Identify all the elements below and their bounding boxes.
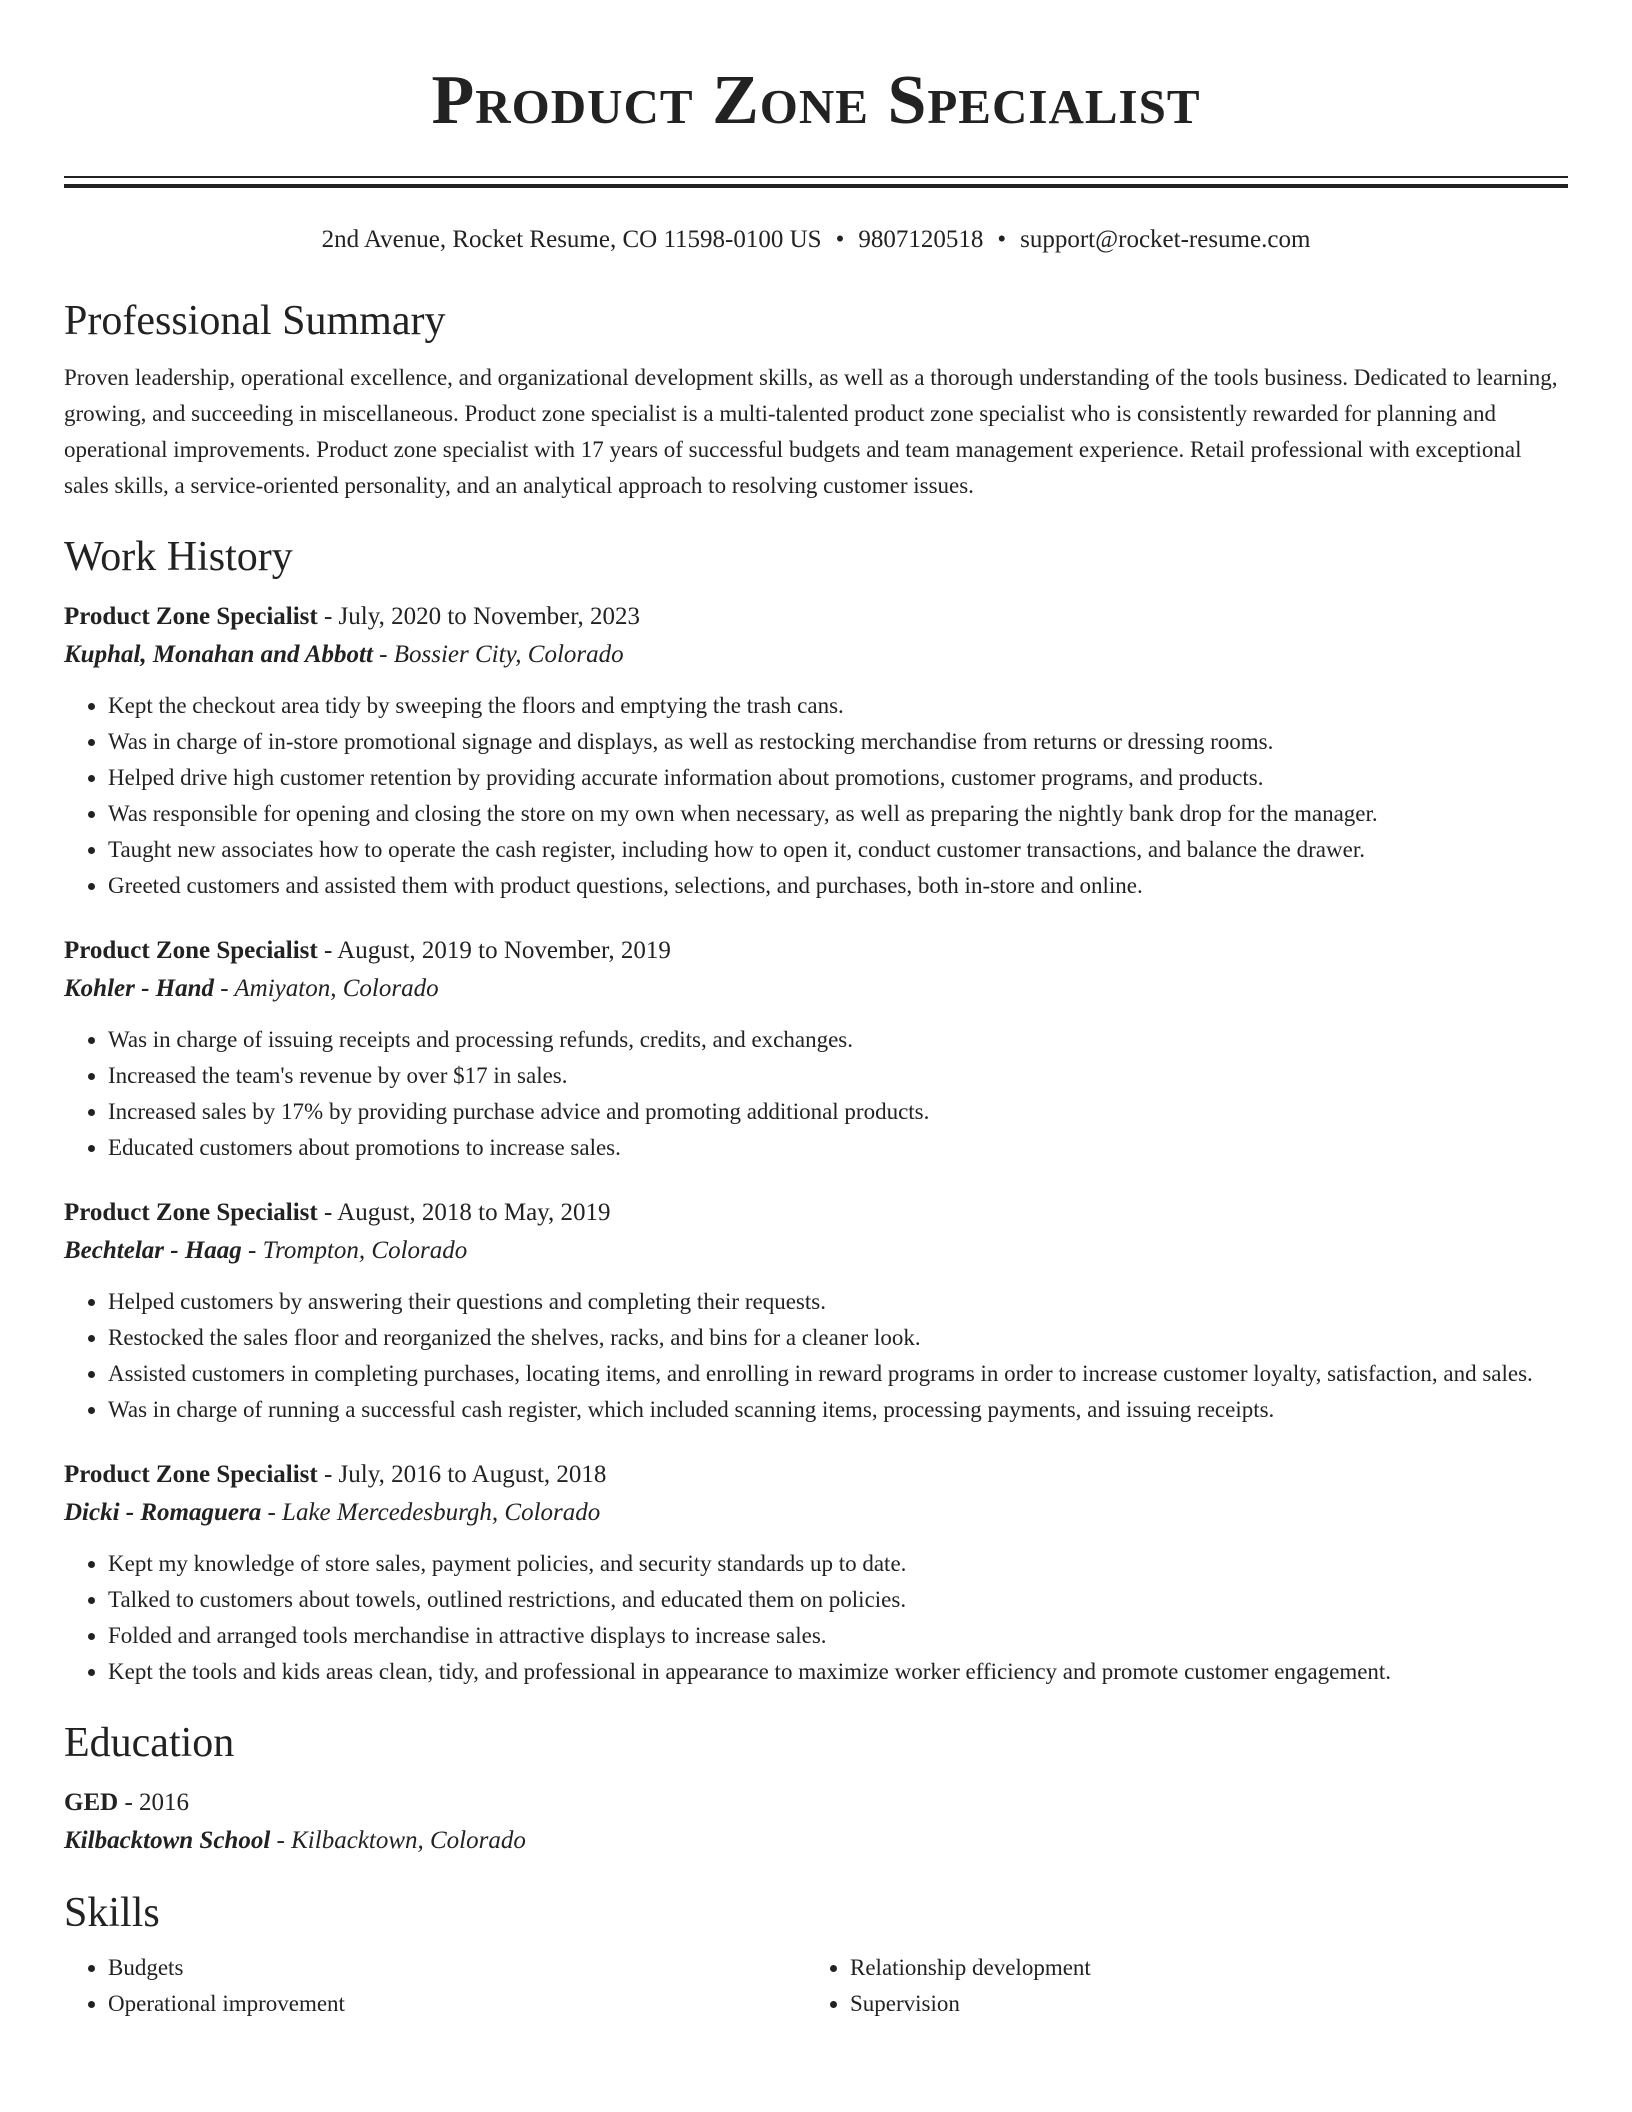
job-bullets <box>64 1284 1568 1428</box>
contact-separator: • <box>997 226 1007 253</box>
education-degree-line <box>64 1784 1568 1822</box>
job-company: Kuphal, Monahan and Abbott <box>64 641 373 668</box>
job-location: - Lake Mercedesburgh, Colorado <box>261 1499 601 1526</box>
job-dates: - August, 2019 to November, 2019 <box>317 937 671 964</box>
job-title-line <box>64 932 1568 970</box>
job-entry <box>64 932 1568 1166</box>
job-entry <box>64 1456 1568 1690</box>
education-location: - Kilbacktown, Colorado <box>270 1827 526 1854</box>
job-bullet: • Kept my knowledge of store sales, payment policies, and security standards up to date. <box>108 1546 1568 1582</box>
job-bullet: • Restocked the sales floor and reorganized the shelves, racks, and bins for a cleaner look. <box>108 1320 1568 1356</box>
contact-line <box>64 224 1568 256</box>
job-bullet: • Increased sales by 17% by providing purchase advice and promoting additional products. <box>108 1094 1568 1130</box>
job-bullet: • Helped drive high customer retention by providing accurate information about promotions, customer programs, and products. <box>108 760 1568 796</box>
job-bullets <box>64 1022 1568 1166</box>
job-title: Product Zone Specialist <box>64 937 318 964</box>
job-bullet: • Was in charge of running a successful cash register, which included scanning items, processing payments, and issuing receipts. <box>108 1392 1568 1428</box>
job-bullet: • Was in charge of issuing receipts and processing refunds, credits, and exchanges. <box>108 1022 1568 1058</box>
job-bullet: • Greeted customers and assisted them with product questions, selections, and purchases, both in-store and online. <box>108 868 1568 904</box>
summary-heading: Professional Summary <box>64 298 446 344</box>
skill-item: • Operational improvement <box>108 1986 806 2022</box>
job-bullet: • Kept the tools and kids areas clean, tidy, and professional in appearance to maximize worker efficiency and promote customer engagement. <box>108 1654 1568 1690</box>
job-company: Bechtelar - Haag <box>64 1237 242 1264</box>
skill-item: • Supervision <box>850 1986 1548 2022</box>
job-bullet: • Taught new associates how to operate the cash register, including how to open it, conduct customer transactions, and balance the drawer. <box>108 832 1568 868</box>
job-company: Dicki - Romaguera <box>64 1499 262 1526</box>
skills-column-right <box>806 1950 1548 2022</box>
job-bullet: • Talked to customers about towels, outlined restrictions, and educated them on policies. <box>108 1582 1568 1618</box>
skills-heading: Skills <box>64 1890 160 1936</box>
job-bullet: • Assisted customers in completing purchases, locating items, and enrolling in reward programs in order to increase customer loyalty, satisfaction, and sales. <box>108 1356 1568 1392</box>
job-entry <box>64 1194 1568 1428</box>
job-title: Product Zone Specialist <box>64 1461 318 1488</box>
job-bullet: • Helped customers by answering their questions and completing their requests. <box>108 1284 1568 1320</box>
education-entry <box>64 1784 1568 1860</box>
job-location: - Amiyaton, Colorado <box>214 975 439 1002</box>
education-school: Kilbacktown School <box>64 1827 271 1854</box>
job-title: Product Zone Specialist <box>64 603 318 630</box>
skills-column-left <box>64 1950 806 2022</box>
job-bullet: • Folded and arranged tools merchandise in attractive displays to increase sales. <box>108 1618 1568 1654</box>
job-dates: - July, 2020 to November, 2023 <box>317 603 641 630</box>
job-company-line <box>64 1494 1568 1532</box>
job-dates: - August, 2018 to May, 2019 <box>317 1199 611 1226</box>
education-degree: GED <box>64 1789 119 1816</box>
job-location: - Trompton, Colorado <box>241 1237 468 1264</box>
job-title: Product Zone Specialist <box>64 1199 318 1226</box>
job-dates: - July, 2016 to August, 2018 <box>317 1461 607 1488</box>
job-bullet: • Was responsible for opening and closing the store on my own when necessary, as well as preparing the nightly bank drop for the manager. <box>108 796 1568 832</box>
education-year: - 2016 <box>118 1789 190 1816</box>
job-entry <box>64 598 1568 904</box>
job-bullet: • Was in charge of in-store promotional signage and displays, as well as restocking merchandise from returns or dressing rooms. <box>108 724 1568 760</box>
job-company-line <box>64 1232 1568 1270</box>
summary-text: Proven leadership, operational excellence, and organizational development skills, as well as a thorough understanding of the tools business. Dedicated to learning, growing, and succeeding in miscellaneous. Product zone specialist is a multi-talented product zone specialist who is consistently rewarded for planning and operational improvements. Product zone specialist with 17 years of successful budgets and team management experience. Retail professional with exceptional sales skills, a service-oriented personality, and an analytical approach to resolving customer issues. <box>64 365 1558 498</box>
title-divider <box>64 176 1568 188</box>
contact-phone: 9807120518 <box>858 226 984 253</box>
job-company: Kohler - Hand <box>64 975 215 1002</box>
skill-item: • Budgets <box>108 1950 806 1986</box>
resume-title: Product Zone Specialist <box>431 62 1201 139</box>
work-history-heading: Work History <box>64 534 293 580</box>
job-company-line <box>64 970 1568 1008</box>
contact-separator: • <box>835 226 845 253</box>
job-bullets <box>64 688 1568 904</box>
skills-list <box>64 1950 1568 2022</box>
job-location: - Bossier City, Colorado <box>372 641 624 668</box>
contact-address: 2nd Avenue, Rocket Resume, CO 11598-0100 US <box>321 226 822 253</box>
job-title-line <box>64 1456 1568 1494</box>
skill-item: • Relationship development <box>850 1950 1548 1986</box>
contact-email: support@rocket-resume.com <box>1020 226 1311 253</box>
job-bullet: • Educated customers about promotions to increase sales. <box>108 1130 1568 1166</box>
job-company-line <box>64 636 1568 674</box>
job-bullet: • Increased the team's revenue by over $17 in sales. <box>108 1058 1568 1094</box>
job-title-line <box>64 598 1568 636</box>
education-school-line <box>64 1822 1568 1860</box>
job-bullet: • Kept the checkout area tidy by sweeping the floors and emptying the trash cans. <box>108 688 1568 724</box>
education-heading: Education <box>64 1720 235 1766</box>
job-title-line <box>64 1194 1568 1232</box>
job-bullets <box>64 1546 1568 1690</box>
resume-page <box>64 0 1568 2022</box>
